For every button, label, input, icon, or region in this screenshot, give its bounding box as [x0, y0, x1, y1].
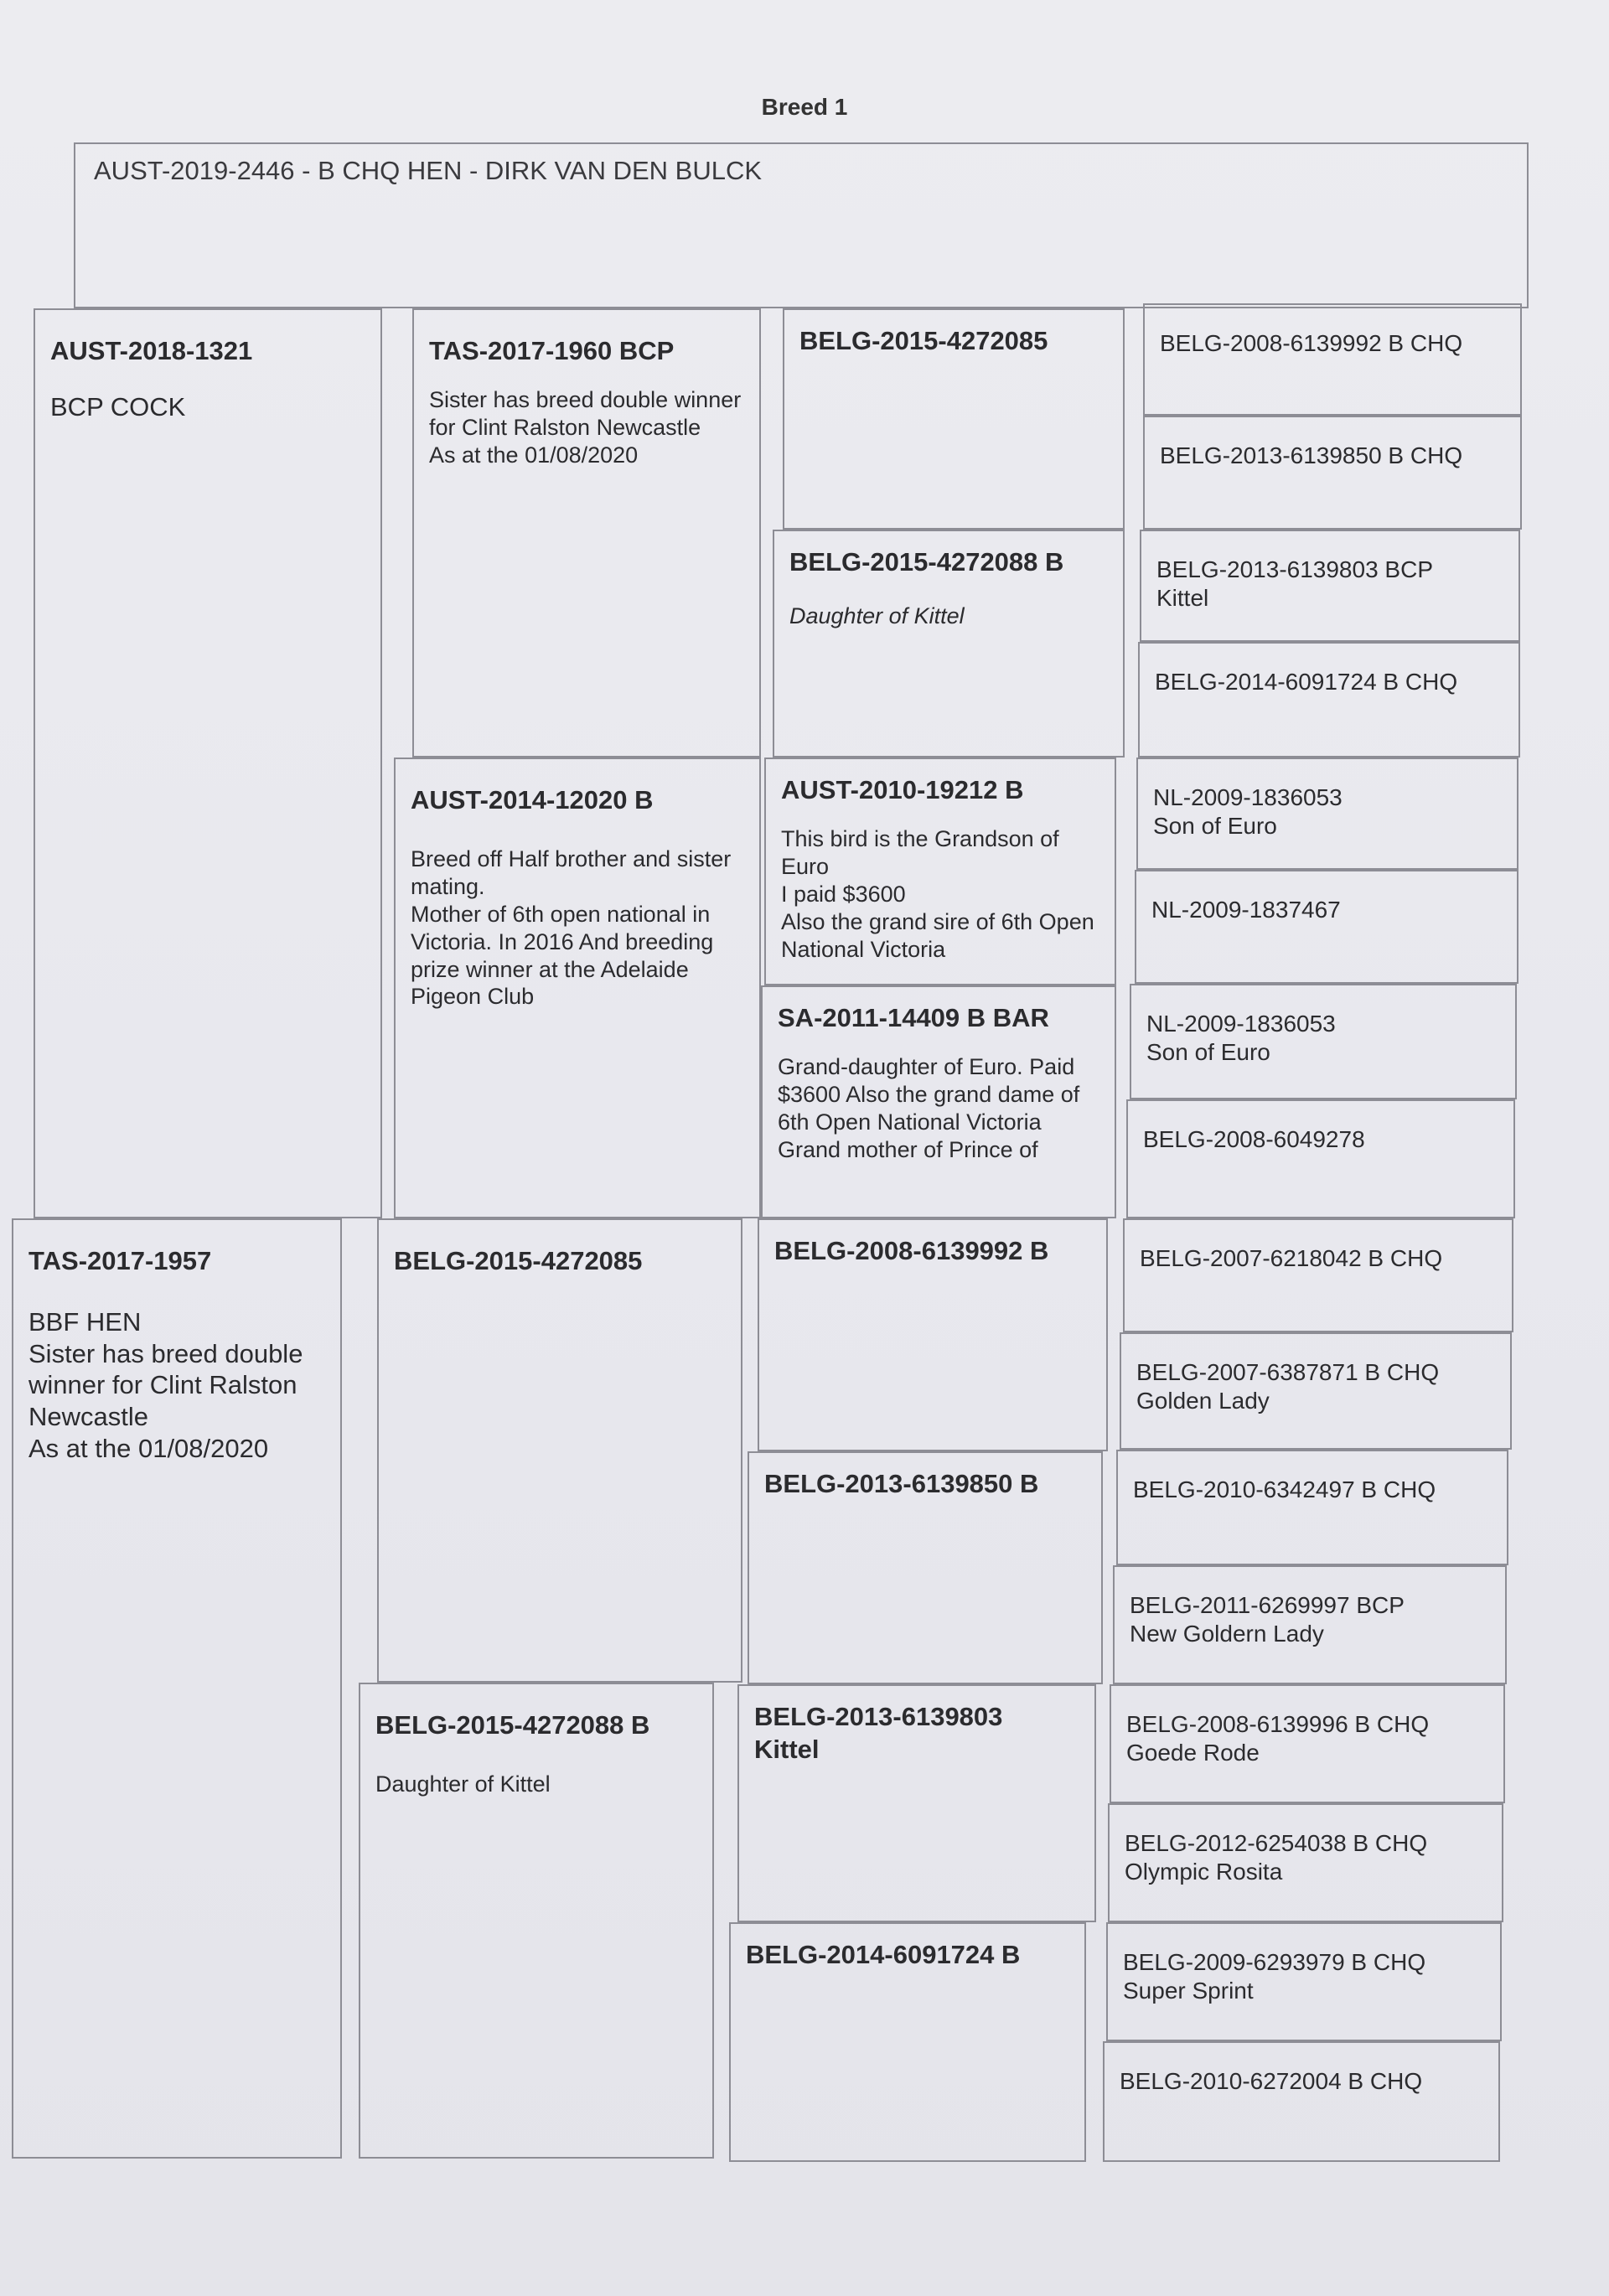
sire-box	[34, 308, 382, 1218]
page-title: Breed 1	[761, 94, 848, 120]
gen4-id-3: BELG-2013-6139803 BCP	[1156, 556, 1433, 582]
gen3-id-6: BELG-2013-6139850 B	[764, 1469, 1039, 1498]
gen4-box-7	[1130, 984, 1517, 1099]
gen4-box-12	[1113, 1565, 1507, 1684]
dam-dam-note: Daughter of Kittel	[375, 1771, 551, 1797]
pedigree-header-box	[74, 142, 1529, 308]
gen4-id-5: NL-2009-1836053	[1153, 784, 1343, 810]
gen4-note-10: Golden Lady	[1136, 1388, 1270, 1414]
gen4-box-15	[1106, 1922, 1502, 2041]
gen4-box-16	[1103, 2041, 1500, 2162]
gen4-box-13	[1110, 1684, 1505, 1803]
gen4-note-3: Kittel	[1156, 585, 1209, 611]
gen3-box-8	[729, 1922, 1086, 2162]
gen4-box-14	[1108, 1803, 1503, 1922]
gen3-id-3: AUST-2010-19212 B	[781, 775, 1024, 804]
sire-sire-note: Sister has breed double winner for Clint Ralston Newcastle As at the 01/08/2020	[429, 386, 742, 468]
sire-id: AUST-2018-1321	[50, 336, 253, 365]
gen3-box-5	[758, 1218, 1108, 1451]
dam-box	[12, 1218, 342, 2159]
gen3-box-2	[773, 530, 1125, 758]
gen4-id-1: BELG-2008-6139992 B CHQ	[1160, 330, 1463, 356]
gen3-id-7: BELG-2013-6139803 Kittel	[754, 1702, 1003, 1764]
gen4-box-6	[1135, 870, 1518, 984]
gen3-id-4: SA-2011-14409 B BAR	[778, 1003, 1049, 1032]
gen4-box-2	[1143, 416, 1522, 530]
pedigree-header: AUST-2019-2446 - B CHQ HEN - DIRK VAN DEN BULCK	[94, 156, 763, 185]
sire-sire-id: TAS-2017-1960 BCP	[429, 336, 675, 365]
gen3-box-4	[761, 985, 1116, 1218]
sire-sire-box	[412, 308, 761, 758]
gen4-note-15: Super Sprint	[1123, 1978, 1254, 2004]
gen3-box-7	[737, 1684, 1096, 1922]
gen4-box-11	[1116, 1450, 1508, 1565]
gen3-note-4: Grand-daughter of Euro. Paid $3600 Also the grand dame of 6th Open National Victoria Grand mother of Prince of	[778, 1053, 1080, 1162]
sire-dam-id: AUST-2014-12020 B	[411, 785, 654, 814]
gen3-note-2: Daughter of Kittel	[789, 602, 965, 628]
gen3-box-3	[764, 758, 1116, 985]
gen4-id-11: BELG-2010-6342497 B CHQ	[1133, 1476, 1436, 1502]
gen4-id-9: BELG-2007-6218042 B CHQ	[1140, 1245, 1443, 1271]
gen4-box-8	[1126, 1099, 1515, 1218]
gen3-box-6	[748, 1451, 1103, 1684]
gen4-box-4	[1138, 642, 1520, 758]
dam-id: TAS-2017-1957	[28, 1246, 212, 1275]
dam-dam-box	[359, 1683, 714, 2159]
gen4-note-7: Son of Euro	[1146, 1039, 1270, 1065]
gen4-id-8: BELG-2008-6049278	[1143, 1126, 1365, 1152]
gen4-note-5: Son of Euro	[1153, 813, 1277, 839]
gen3-id-5: BELG-2008-6139992 B	[774, 1236, 1049, 1265]
gen4-box-3	[1140, 530, 1520, 642]
gen4-id-7: NL-2009-1836053	[1146, 1011, 1336, 1037]
sire-dam-box	[394, 758, 761, 1218]
gen4-id-15: BELG-2009-6293979 B CHQ	[1123, 1949, 1426, 1975]
gen3-id-8: BELG-2014-6091724 B	[746, 1940, 1021, 1969]
gen3-id-2: BELG-2015-4272088 B	[789, 547, 1064, 577]
gen4-box-1	[1143, 303, 1522, 416]
sire-note: BCP COCK	[50, 391, 186, 421]
gen3-box-1	[783, 308, 1125, 530]
gen4-id-10: BELG-2007-6387871 B CHQ	[1136, 1359, 1440, 1385]
dam-sire-box	[377, 1218, 742, 1683]
gen4-id-12: BELG-2011-6269997 BCP	[1130, 1592, 1405, 1618]
gen4-id-16: BELG-2010-6272004 B CHQ	[1120, 2068, 1423, 2094]
dam-dam-id: BELG-2015-4272088 B	[375, 1710, 650, 1740]
gen3-note-3: This bird is the Grandson of Euro I paid $3600 Also the grand sire of 6th Open National Victoria	[781, 825, 1094, 962]
gen4-id-13: BELG-2008-6139996 B CHQ	[1126, 1711, 1430, 1737]
gen4-note-14: Olympic Rosita	[1125, 1859, 1283, 1885]
gen3-id-1: BELG-2015-4272085	[799, 326, 1048, 355]
gen4-box-10	[1120, 1332, 1512, 1450]
dam-sire-id: BELG-2015-4272085	[394, 1246, 643, 1275]
sire-dam-note: Breed off Half brother and sister mating. Mother of 6th open national in Victoria. In 2016 And breeding prize winner at the Adelaide Pigeon Club	[411, 845, 732, 1010]
gen4-box-5	[1136, 758, 1518, 870]
gen4-box-9	[1123, 1218, 1513, 1332]
gen4-note-12: New Goldern Lady	[1130, 1621, 1324, 1647]
gen4-id-6: NL-2009-1837467	[1151, 897, 1341, 923]
gen4-id-2: BELG-2013-6139850 B CHQ	[1160, 442, 1463, 468]
gen4-note-13: Goede Rode	[1126, 1740, 1260, 1766]
gen4-id-14: BELG-2012-6254038 B CHQ	[1125, 1830, 1428, 1856]
dam-note: BBF HEN Sister has breed double winner for Clint Ralston Newcastle As at the 01/08/2020	[28, 1306, 303, 1463]
gen4-id-4: BELG-2014-6091724 B CHQ	[1155, 669, 1458, 695]
